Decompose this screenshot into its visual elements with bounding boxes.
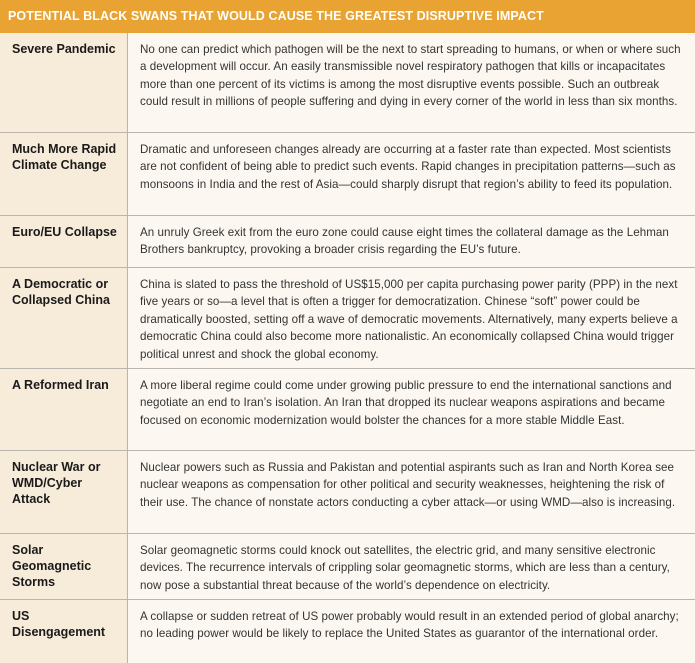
- table-row-reformed-iran: [0, 369, 695, 451]
- row-label: Solar Geomagnetic Storms: [0, 534, 128, 599]
- table-row-severe-pandemic: [0, 33, 695, 133]
- table-row-china: [0, 268, 695, 369]
- table-header: POTENTIAL BLACK SWANS THAT WOULD CAUSE THE GREATEST DISRUPTIVE IMPACT: [0, 0, 695, 33]
- row-label: Nuclear War or WMD/Cyber Attack: [0, 451, 128, 533]
- row-description: China is slated to pass the threshold of US$15,000 per capita purchasing power parity (PPP) in the next five years or so—a level that is often a trigger for democratization. Chinese “soft” power could be dramatically boosted, setting off a wave of democratic movements. Alternatively, many experts believe a democratic China could also become more nationalistic. An economically collapsed China would trigger political unrest and shock the global economy.: [128, 268, 695, 368]
- table-row-rapid-climate-change: [0, 133, 695, 216]
- row-description: Solar geomagnetic storms could knock out satellites, the electric grid, and many sensitive electronic devices. The recurrence intervals of crippling solar geomagnetic storms, which are less than a century, now pose a substantial threat because of the world’s dependence on electricity.: [128, 534, 695, 599]
- row-label: Severe Pandemic: [0, 33, 128, 132]
- row-description: Dramatic and unforeseen changes already are occurring at a faster rate than expected. Most scientists are not confident of being able to predict such events. Rapid changes in precipitation patterns—such as monsoons in India and the rest of Asia—could sharply disrupt that region’s ability to feed its population.: [128, 133, 695, 215]
- table-row-euro-collapse: [0, 216, 695, 268]
- row-description: An unruly Greek exit from the euro zone could cause eight times the collateral damage as the Lehman Brothers bankruptcy, provoking a broader crisis regarding the EU’s future.: [128, 216, 695, 267]
- row-label: Euro/EU Collapse: [0, 216, 128, 267]
- row-label: US Disengagement: [0, 600, 128, 663]
- row-description: No one can predict which pathogen will be the next to start spreading to humans, or when or where such a development will occur. An easily transmissible novel respiratory pathogen that kills or incapacitates more than one percent of its victims is among the most disruptive events possible. Such an outbreak could result in millions of people suffering and dying in every corner of the world in less than six months.: [128, 33, 695, 132]
- table-row-us-disengagement: [0, 600, 695, 663]
- row-description: Nuclear powers such as Russia and Pakistan and potential aspirants such as Iran and North Korea see nuclear weapons as compensation for other political and security weaknesses, heightening the risk of their use. The chance of nonstate actors conducting a cyber attack—or using WMD—also is increasing.: [128, 451, 695, 533]
- table-body: [0, 33, 695, 663]
- row-description: A more liberal regime could come under growing public pressure to end the international sanctions and negotiate an end to Iran’s isolation. An Iran that dropped its nuclear weapons aspirations and became focused on economic modernization would bolster the chances for a more stable Middle East.: [128, 369, 695, 450]
- row-label: A Democratic or Collapsed China: [0, 268, 128, 368]
- table-row-nuclear-war: [0, 451, 695, 534]
- row-label: Much More Rapid Climate Change: [0, 133, 128, 215]
- row-description: A collapse or sudden retreat of US power probably would result in an extended period of global anarchy; no leading power would be likely to replace the United States as guarantor of the international order.: [128, 600, 695, 663]
- row-label: A Reformed Iran: [0, 369, 128, 450]
- table-row-solar-storms: [0, 534, 695, 600]
